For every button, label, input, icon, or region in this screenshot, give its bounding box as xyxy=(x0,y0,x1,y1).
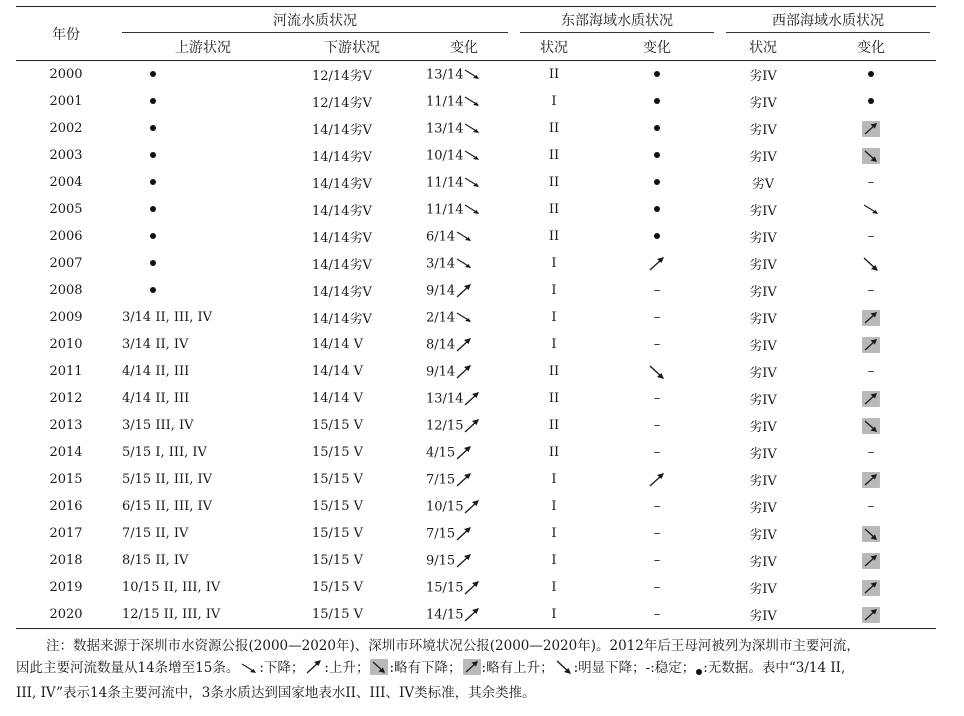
slight-down-arrow-icon xyxy=(862,418,880,434)
downstream-cell: 14/14劣V xyxy=(312,231,372,246)
river-change-cell: 7/15 xyxy=(414,466,514,493)
stable-dash-icon: – xyxy=(867,228,875,244)
upstream-cell xyxy=(116,61,290,89)
downstream-cell: 15/15 V xyxy=(312,607,363,622)
east-status-cell: I xyxy=(551,499,557,514)
no-data-dot-icon xyxy=(862,94,880,110)
no-data-dot-icon xyxy=(648,229,666,245)
no-data-dot-icon xyxy=(648,148,666,164)
west-change-cell xyxy=(806,520,936,547)
river-change-cell: 2/14 xyxy=(414,304,514,331)
river-change-cell: 9/14 xyxy=(414,358,514,385)
downstream-cell: 12/14劣V xyxy=(312,69,372,84)
legend-down-icon xyxy=(240,660,258,682)
table-row xyxy=(16,304,936,331)
table-row xyxy=(16,385,936,412)
river-change-cell: 12/15 xyxy=(414,412,514,439)
east-change-cell xyxy=(594,250,720,277)
no-data-dot-icon xyxy=(150,67,168,83)
upstream-cell: 3/14 II, IV xyxy=(122,337,189,352)
river-group-header: 河流水质状况 xyxy=(116,7,514,34)
east-status-cell: II xyxy=(548,364,560,379)
west-status-cell: 劣IV xyxy=(749,528,777,543)
river-change-cell: 9/14 xyxy=(414,277,514,304)
table-row xyxy=(16,439,936,466)
west-change-cell xyxy=(806,439,936,466)
east-status-cell: II xyxy=(548,229,560,244)
east-sea-group-header: 东部海域水质状况 xyxy=(514,7,720,34)
stable-dash-icon: – xyxy=(653,525,661,541)
slight-up-arrow-icon xyxy=(862,121,880,137)
up-arrow-icon xyxy=(455,364,473,380)
river-change-cell: 10/14 xyxy=(414,142,514,169)
year-cell: 2005 xyxy=(49,202,83,217)
east-change-cell xyxy=(594,358,720,385)
east-change-header: 变化 xyxy=(643,39,671,56)
down-arrow-icon xyxy=(463,67,481,83)
river-change-cell: 6/14 xyxy=(414,223,514,250)
east-change-cell xyxy=(594,520,720,547)
down-arrow-icon xyxy=(455,256,473,272)
downstream-cell: 14/14劣V xyxy=(312,285,372,300)
table-row xyxy=(16,412,936,439)
river-change-cell: 13/14 xyxy=(414,115,514,142)
east-change-cell xyxy=(594,304,720,331)
east-change-cell xyxy=(594,223,720,250)
table-row xyxy=(16,331,936,358)
west-status-cell: 劣IV xyxy=(749,339,777,354)
up-arrow-icon xyxy=(463,391,481,407)
west-status-cell: 劣V xyxy=(751,177,775,192)
no-data-dot-icon xyxy=(648,94,666,110)
west-change-cell xyxy=(806,88,936,115)
year-cell: 2020 xyxy=(49,607,83,622)
east-status-cell: I xyxy=(551,337,557,352)
up-arrow-icon xyxy=(463,418,481,434)
no-data-dot-icon xyxy=(150,148,168,164)
river-change-header: 变化 xyxy=(450,39,478,56)
upstream-cell: 5/15 I, III, IV xyxy=(122,445,207,460)
no-data-dot-icon xyxy=(150,121,168,137)
upstream-cell xyxy=(116,115,290,142)
east-status-cell: II xyxy=(548,202,560,217)
stable-dash-icon: – xyxy=(867,498,875,514)
downstream-cell: 14/14劣V xyxy=(312,258,372,273)
table-row xyxy=(16,88,936,115)
year-cell: 2014 xyxy=(49,445,83,460)
no-data-dot-icon xyxy=(648,67,666,83)
stable-dash-icon: – xyxy=(653,579,661,595)
year-cell: 2003 xyxy=(49,148,83,163)
east-status-cell: II xyxy=(548,67,560,82)
west-change-cell xyxy=(806,331,936,358)
east-change-cell xyxy=(594,439,720,466)
table-row xyxy=(16,466,936,493)
west-status-cell: 劣IV xyxy=(749,204,777,219)
year-cell: 2008 xyxy=(49,283,83,298)
east-status-cell: II xyxy=(548,391,560,406)
downstream-cell: 15/15 V xyxy=(312,445,363,460)
east-status-cell: II xyxy=(548,121,560,136)
west-status-cell: 劣IV xyxy=(749,609,777,624)
west-change-cell xyxy=(806,142,936,169)
no-data-dot-icon xyxy=(150,256,168,272)
west-change-cell xyxy=(806,493,936,520)
table-row xyxy=(16,493,936,520)
no-data-dot-icon xyxy=(150,202,168,218)
downstream-cell: 15/15 V xyxy=(312,553,363,568)
east-change-cell xyxy=(594,574,720,601)
slight-down-arrow-icon xyxy=(862,526,880,542)
year-cell: 2016 xyxy=(49,499,83,514)
no-data-dot-icon xyxy=(150,94,168,110)
table-row xyxy=(16,601,936,629)
table-row xyxy=(16,520,936,547)
west-change-cell xyxy=(806,601,936,629)
east-change-cell xyxy=(594,385,720,412)
upstream-cell xyxy=(116,277,290,304)
water-quality-table-document xyxy=(16,6,936,704)
east-status-cell: II xyxy=(548,418,560,433)
table-row xyxy=(16,223,936,250)
stable-dash-icon: – xyxy=(867,444,875,460)
east-change-cell xyxy=(594,277,720,304)
legend-dot-icon xyxy=(696,660,702,682)
down-arrow-icon xyxy=(455,229,473,245)
downstream-cell: 15/15 V xyxy=(312,499,363,514)
upstream-cell: 10/15 II, III, IV xyxy=(122,580,221,595)
upstream-cell xyxy=(116,142,290,169)
slight-up-arrow-icon xyxy=(862,607,880,623)
river-change-cell: 11/14 xyxy=(414,169,514,196)
river-change-cell: 13/14 xyxy=(414,385,514,412)
river-change-cell: 14/15 xyxy=(414,601,514,629)
no-data-dot-icon xyxy=(862,67,880,83)
river-change-cell: 3/14 xyxy=(414,250,514,277)
east-change-cell xyxy=(594,115,720,142)
upstream-cell: 7/15 II, IV xyxy=(122,526,189,541)
west-change-cell xyxy=(806,223,936,250)
west-status-header: 状况 xyxy=(749,39,777,56)
up-arrow-icon xyxy=(463,607,481,623)
stable-dash-icon: – xyxy=(653,444,661,460)
up-arrow-icon xyxy=(463,499,481,515)
note-line-3: III, IV”表示14条主要河流中，3条水质达到国家地表水II、III、IV类标准，其余类推。 xyxy=(16,685,536,701)
east-change-cell xyxy=(594,601,720,629)
east-status-cell: I xyxy=(551,580,557,595)
year-cell: 2010 xyxy=(49,337,83,352)
slight-up-arrow-icon xyxy=(862,553,880,569)
table-row xyxy=(16,250,936,277)
east-change-cell xyxy=(594,547,720,574)
west-change-cell xyxy=(806,277,936,304)
table-row xyxy=(16,169,936,196)
table-row xyxy=(16,574,936,601)
year-cell: 2018 xyxy=(49,553,83,568)
down-arrow-icon xyxy=(862,202,880,218)
down-arrow-icon xyxy=(455,310,473,326)
stable-dash-icon: – xyxy=(653,336,661,352)
year-cell: 2000 xyxy=(49,67,83,82)
west-status-cell: 劣IV xyxy=(749,474,777,489)
header-row-groups xyxy=(16,7,936,34)
downstream-cell: 14/14劣V xyxy=(312,150,372,165)
legend-sharp-down-icon xyxy=(555,659,573,682)
stable-dash-icon: – xyxy=(653,282,661,298)
down-arrow-icon xyxy=(463,202,481,218)
stable-dash-icon: – xyxy=(653,390,661,406)
west-status-cell: 劣IV xyxy=(749,555,777,570)
year-cell: 2002 xyxy=(49,121,83,136)
sharp-down-arrow-icon xyxy=(648,364,666,380)
west-change-cell xyxy=(806,169,936,196)
upstream-cell: 12/15 II, III, IV xyxy=(122,607,221,622)
river-change-cell: 9/15 xyxy=(414,547,514,574)
no-data-dot-icon xyxy=(648,175,666,191)
west-sea-group-header: 西部海域水质状况 xyxy=(720,7,936,34)
east-status-cell: II xyxy=(548,148,560,163)
no-data-dot-icon xyxy=(150,283,168,299)
slight-up-arrow-icon xyxy=(862,391,880,407)
east-status-cell: II xyxy=(548,175,560,190)
upstream-cell: 8/15 II, IV xyxy=(122,553,189,568)
table-row xyxy=(16,61,936,89)
west-status-cell: 劣IV xyxy=(749,420,777,435)
down-arrow-icon xyxy=(463,94,481,110)
east-change-cell xyxy=(594,196,720,223)
up-arrow-icon xyxy=(455,283,473,299)
stable-dash-icon: – xyxy=(867,363,875,379)
downstream-cell: 14/14劣V xyxy=(312,177,372,192)
river-change-cell: 15/15 xyxy=(414,574,514,601)
up-arrow-icon xyxy=(455,472,473,488)
upstream-cell: 4/14 II, III xyxy=(122,391,190,406)
sharp-down-arrow-icon xyxy=(862,256,880,272)
year-cell: 2019 xyxy=(49,580,83,595)
up-arrow-icon xyxy=(463,580,481,596)
table-row xyxy=(16,196,936,223)
west-change-cell xyxy=(806,466,936,493)
legend-up-icon xyxy=(305,659,323,682)
year-cell: 2015 xyxy=(49,472,83,487)
table-row xyxy=(16,277,936,304)
west-status-cell: 劣IV xyxy=(749,123,777,138)
river-change-cell: 10/15 xyxy=(414,493,514,520)
west-status-cell: 劣IV xyxy=(749,312,777,327)
slight-up-arrow-icon xyxy=(862,472,880,488)
west-status-cell: 劣IV xyxy=(749,231,777,246)
west-change-cell xyxy=(806,61,936,89)
table-row xyxy=(16,547,936,574)
west-change-cell xyxy=(806,547,936,574)
up-arrow-icon xyxy=(648,472,666,488)
year-cell: 2017 xyxy=(49,526,83,541)
west-change-cell xyxy=(806,196,936,223)
legend-slight-up-icon xyxy=(463,659,481,682)
east-status-cell: I xyxy=(551,607,557,622)
upstream-cell: 5/15 II, III, IV xyxy=(122,472,213,487)
year-cell: 2001 xyxy=(49,94,83,109)
west-change-cell xyxy=(806,304,936,331)
no-data-dot-icon xyxy=(150,229,168,245)
upstream-header: 上游状况 xyxy=(175,39,231,56)
river-change-cell: 13/14 xyxy=(414,61,514,89)
east-change-cell xyxy=(594,88,720,115)
note-line-2: 因此主要河流数量从14条增至15条。 :下降； :上升； :略有下降； :略有上升； :明显下降；-:稳定； :无数据。表中“3/14 II, xyxy=(16,657,936,682)
west-change-cell xyxy=(806,412,936,439)
downstream-cell: 14/14劣V xyxy=(312,204,372,219)
upstream-cell: 3/14 II, III, IV xyxy=(122,310,213,325)
west-change-cell xyxy=(806,358,936,385)
east-status-cell: I xyxy=(551,526,557,541)
up-arrow-icon xyxy=(455,337,473,353)
east-status-header: 状况 xyxy=(540,39,568,56)
stable-dash-icon: – xyxy=(867,174,875,190)
up-arrow-icon xyxy=(455,526,473,542)
west-status-cell: 劣IV xyxy=(749,69,777,84)
river-change-cell: 4/15 xyxy=(414,439,514,466)
east-change-cell xyxy=(594,493,720,520)
year-cell: 2006 xyxy=(49,229,83,244)
slight-up-arrow-icon xyxy=(862,310,880,326)
stable-dash-icon: – xyxy=(653,417,661,433)
east-status-cell: I xyxy=(551,256,557,271)
slight-up-arrow-icon xyxy=(862,337,880,353)
slight-down-arrow-icon xyxy=(862,148,880,164)
downstream-cell: 15/15 V xyxy=(312,526,363,541)
river-change-cell: 7/15 xyxy=(414,520,514,547)
east-change-cell xyxy=(594,412,720,439)
downstream-cell: 14/14劣V xyxy=(312,312,372,327)
stable-dash-icon: – xyxy=(867,282,875,298)
down-arrow-icon xyxy=(463,175,481,191)
year-cell: 2013 xyxy=(49,418,83,433)
downstream-cell: 14/14 V xyxy=(312,391,363,406)
downstream-cell: 14/14劣V xyxy=(312,123,372,138)
west-status-cell: 劣IV xyxy=(749,150,777,165)
west-change-cell xyxy=(806,385,936,412)
east-status-cell: II xyxy=(548,445,560,460)
stable-dash-icon: – xyxy=(653,606,661,622)
west-status-cell: 劣IV xyxy=(749,582,777,597)
table-row xyxy=(16,142,936,169)
downstream-cell: 15/15 V xyxy=(312,580,363,595)
west-change-cell xyxy=(806,250,936,277)
upstream-cell: 6/15 II, III, IV xyxy=(122,499,213,514)
down-arrow-icon xyxy=(463,121,481,137)
river-change-cell: 8/14 xyxy=(414,331,514,358)
west-status-cell: 劣IV xyxy=(749,258,777,273)
year-header: 年份 xyxy=(16,7,116,61)
stable-dash-icon: – xyxy=(653,498,661,514)
upstream-cell: 4/14 II, III xyxy=(122,364,190,379)
downstream-cell: 12/14劣V xyxy=(312,96,372,111)
downstream-cell: 14/14 V xyxy=(312,337,363,352)
east-status-cell: I xyxy=(551,553,557,568)
no-data-dot-icon xyxy=(648,202,666,218)
upstream-cell xyxy=(116,169,290,196)
west-status-cell: 劣IV xyxy=(749,393,777,408)
table-note xyxy=(16,635,936,704)
downstream-header: 下游状况 xyxy=(324,39,380,56)
downstream-cell: 15/15 V xyxy=(312,472,363,487)
year-cell: 2007 xyxy=(49,256,83,271)
stable-dash-icon: – xyxy=(653,552,661,568)
note-line-1: 注：数据来源于深圳市水资源公报(2000—2020年)、深圳市环境状况公报(2000—2020年)。2012年后王母河被列为深圳市主要河流， xyxy=(46,638,860,654)
west-change-cell xyxy=(806,574,936,601)
header-row-columns xyxy=(16,33,936,61)
river-change-cell: 11/14 xyxy=(414,196,514,223)
table-row xyxy=(16,358,936,385)
east-change-cell xyxy=(594,61,720,89)
table-body xyxy=(16,61,936,629)
upstream-cell: 3/15 III, IV xyxy=(122,418,194,433)
west-status-cell: 劣IV xyxy=(749,366,777,381)
river-change-cell: 11/14 xyxy=(414,88,514,115)
west-status-cell: 劣IV xyxy=(749,285,777,300)
year-cell: 2012 xyxy=(49,391,83,406)
east-change-cell xyxy=(594,142,720,169)
east-status-cell: I xyxy=(551,472,557,487)
east-status-cell: I xyxy=(551,310,557,325)
downstream-cell: 14/14 V xyxy=(312,364,363,379)
east-status-cell: I xyxy=(551,283,557,298)
year-cell: 2011 xyxy=(49,364,83,379)
downstream-cell: 15/15 V xyxy=(312,418,363,433)
year-cell: 2004 xyxy=(49,175,83,190)
west-change-cell xyxy=(806,115,936,142)
slight-up-arrow-icon xyxy=(862,580,880,596)
west-status-cell: 劣IV xyxy=(749,96,777,111)
year-cell: 2009 xyxy=(49,310,83,325)
down-arrow-icon xyxy=(463,148,481,164)
upstream-cell xyxy=(116,250,290,277)
table-row xyxy=(16,115,936,142)
up-arrow-icon xyxy=(648,256,666,272)
west-status-cell: 劣IV xyxy=(749,501,777,516)
stable-dash-icon: – xyxy=(653,309,661,325)
east-change-cell xyxy=(594,169,720,196)
legend-slight-down-icon xyxy=(370,659,388,682)
west-status-cell: 劣IV xyxy=(749,447,777,462)
upstream-cell xyxy=(116,196,290,223)
up-arrow-icon xyxy=(455,553,473,569)
no-data-dot-icon xyxy=(150,175,168,191)
east-status-cell: I xyxy=(551,94,557,109)
no-data-dot-icon xyxy=(648,121,666,137)
east-change-cell xyxy=(594,466,720,493)
up-arrow-icon xyxy=(455,445,473,461)
upstream-cell xyxy=(116,223,290,250)
water-quality-table xyxy=(16,6,936,629)
east-change-cell xyxy=(594,331,720,358)
west-change-header: 变化 xyxy=(857,39,885,56)
upstream-cell xyxy=(116,88,290,115)
